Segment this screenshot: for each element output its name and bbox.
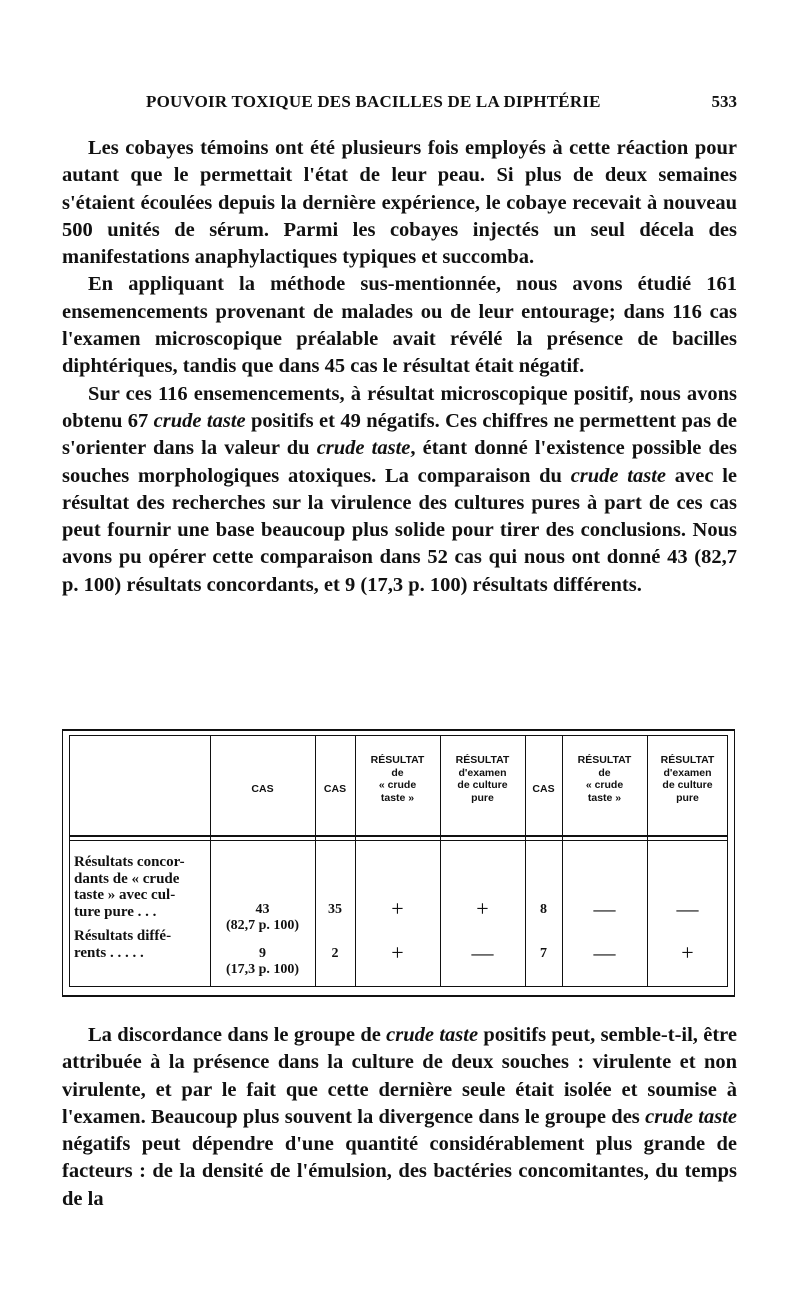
header-cas-negative: CAS xyxy=(532,783,555,795)
header-line: d'examen xyxy=(458,766,507,779)
header-line: d'examen xyxy=(663,766,712,779)
cell-cas-negative-concordant: 8 xyxy=(540,902,547,917)
header-result-culture-positive xyxy=(440,754,525,804)
cell-cas-different xyxy=(210,946,315,978)
header-line: RÉSULTAT xyxy=(370,754,425,766)
cell-culture-negative-concordant: — xyxy=(676,896,699,921)
paragraph-3-part-c: , étant donné l'existence possible des souches morphologiques atoxiques. La comparaison du xyxy=(62,437,737,487)
crude-taste-term: crude taste xyxy=(316,437,411,460)
header-line: de xyxy=(598,766,611,779)
header-line: taste » xyxy=(380,791,415,804)
header-line: RÉSULTAT xyxy=(660,754,715,766)
crude-taste-term: crude taste xyxy=(153,409,246,432)
header-rule-thin xyxy=(70,840,727,841)
header-result-crude-taste-positive xyxy=(355,754,440,804)
body-text-bottom xyxy=(62,1022,737,1213)
header-line: taste » xyxy=(587,791,622,804)
header-line: de culture xyxy=(457,779,508,791)
page-number: 533 xyxy=(711,92,737,111)
cell-cas-positive-concordant: 35 xyxy=(328,902,342,917)
row-label-line: dants de « crude xyxy=(74,870,180,887)
crude-taste-term: crude taste xyxy=(386,1024,479,1046)
cell-value: 43 xyxy=(255,902,270,917)
row-label-line: rents . . . . . xyxy=(74,944,144,961)
cell-percentage: (17,3 p. 100) xyxy=(225,962,300,977)
cell-value: 9 xyxy=(259,946,266,961)
cell-culture-positive-concordant: + xyxy=(476,896,489,921)
paragraph-3-part-d: avec le résultat des recherches sur la virulence des cultures pures à part de ces cas peut fournir une base beaucoup plus solide pour tirer des conclusions. Nous avons pu opérer cette comparaison dans 52 cas qui nous ont donné 43 (82,7 p. 100) résultats concordants, et 9 (17,3 p. 100) résultats différents. xyxy=(62,464,737,596)
header-line: « crude xyxy=(585,779,624,791)
row-label-concordant xyxy=(74,854,214,920)
paragraph-4-part-a: La discordance dans le groupe de xyxy=(88,1024,387,1046)
row-label-line: Résultats concor- xyxy=(74,854,185,870)
header-line: RÉSULTAT xyxy=(455,754,510,766)
cell-culture-negative-different: + xyxy=(681,940,694,965)
cell-percentage: (82,7 p. 100) xyxy=(225,918,300,933)
cell-crude-positive-different: + xyxy=(391,940,404,965)
paragraph-4 xyxy=(62,1022,737,1213)
row-label-different xyxy=(74,928,214,961)
paragraph-3 xyxy=(62,381,737,599)
header-result-crude-taste-negative xyxy=(562,754,647,804)
cell-crude-negative-concordant: — xyxy=(593,896,616,921)
header-line: RÉSULTAT xyxy=(577,754,632,766)
row-label-line: Résultats diffé- xyxy=(74,928,172,944)
cell-culture-positive-different: — xyxy=(471,940,494,965)
header-rule xyxy=(70,835,727,837)
row-label-line: ture pure . . . xyxy=(74,903,157,920)
header-result-culture-negative xyxy=(647,754,728,804)
cell-cas-positive-different: 2 xyxy=(331,946,339,961)
cell-crude-negative-different: — xyxy=(593,940,616,965)
paragraph-4-part-b: positifs peut, semble-t-il, être attribuée à la présence dans la culture de deux souches : virulente et non virulente, et par le fait que cette dernière seule était isolée et soumise à l'examen. Beaucoup plus souvent la divergence dans le groupe des xyxy=(62,1024,738,1128)
running-title: POUVOIR TOXIQUE DES BACILLES DE LA DIPHTÉRIE xyxy=(146,92,601,111)
results-table-grid xyxy=(69,735,728,987)
header-line: de xyxy=(391,766,404,779)
crude-taste-term: crude taste xyxy=(570,464,666,487)
header-cas: CAS xyxy=(251,783,274,795)
header-line: pure xyxy=(676,791,699,804)
crude-taste-term: crude taste xyxy=(645,1105,737,1128)
row-label-line: taste » avec cul- xyxy=(74,887,176,903)
cell-crude-positive-concordant: + xyxy=(391,896,404,921)
body-text-top xyxy=(62,135,737,599)
cell-cas-concordant xyxy=(210,902,315,934)
header-cas-positive: CAS xyxy=(323,783,347,795)
paragraph-2: En appliquant la méthode sus-mentionnée, nous avons étudié 161 ensemencements provenant de malades ou de leur entourage; dans 116 cas l'examen microscopique préalable avait révélé la présence de bacilles diphtériques, tandis que dans 45 cas le résultat était négatif. xyxy=(62,273,737,378)
header-line: pure xyxy=(471,791,494,804)
paragraph-4-part-c: négatifs peut dépendre d'une quantité considérablement plus grande de facteurs : de la densité de l'émulsion, des bactéries concomitantes, du temps de la xyxy=(62,1133,737,1210)
page-header xyxy=(62,92,737,116)
cell-cas-negative-different: 7 xyxy=(540,946,547,961)
paragraph-1: Les cobayes témoins ont été plusieurs fois employés à cette réaction pour autant que le permettait l'état de leur peau. Si plus de deux semaines s'étaient écoulées depuis la dernière expérience, le cobaye recevait à nouveau 500 unités de sérum. Parmi les cobayes injectés un seul décela des manifestations anaphylactiques typiques et succomba. xyxy=(62,137,737,269)
results-table xyxy=(62,729,735,997)
paragraph-3-part-b: positifs et 49 négatifs. Ces chiffres ne permettent pas de s'orienter dans la valeur du xyxy=(62,409,737,460)
paragraph-3-part-a: Sur ces 116 ensemencements, à résultat microscopique positif, nous avons obtenu 67 xyxy=(62,382,737,432)
header-line: « crude xyxy=(378,779,417,791)
header-line: de culture xyxy=(662,779,713,791)
